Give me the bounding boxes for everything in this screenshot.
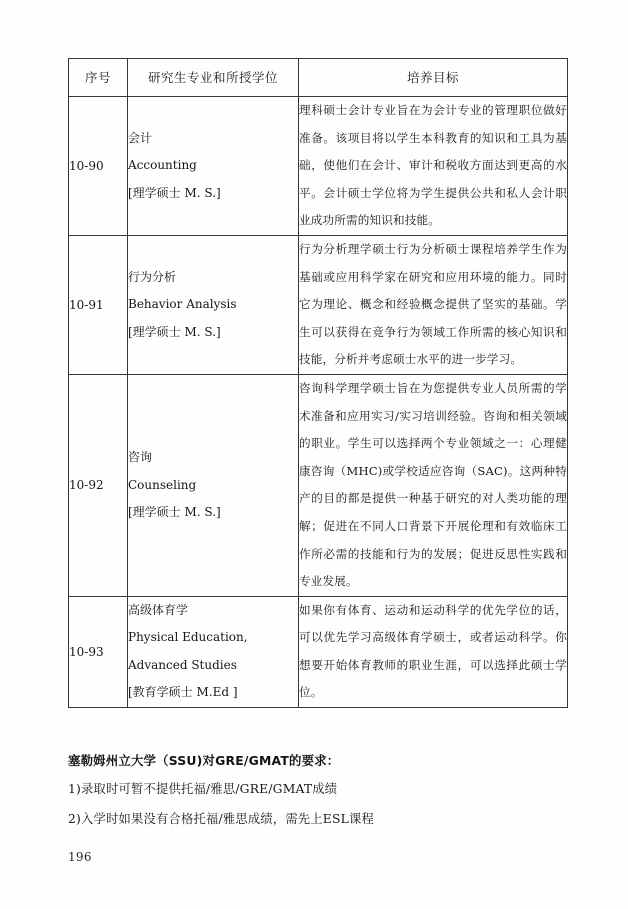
column-header-number: 序号 bbox=[69, 59, 128, 97]
program-name-en-2: Advanced Studies bbox=[128, 657, 237, 672]
table-row bbox=[69, 97, 568, 236]
program-goal-cell bbox=[299, 374, 568, 596]
program-name-en: Accounting bbox=[128, 158, 197, 173]
program-name-cn: 咨询 bbox=[128, 450, 153, 465]
table-row bbox=[69, 596, 568, 707]
program-name-cell bbox=[128, 235, 299, 374]
program-name-cell bbox=[128, 97, 299, 236]
table-row bbox=[69, 374, 568, 596]
program-name-cell bbox=[128, 596, 299, 707]
program-goal-cell bbox=[299, 97, 568, 236]
program-degree: [理学硕士 M. S.] bbox=[128, 185, 221, 200]
program-name-cn: 会计 bbox=[128, 130, 153, 145]
program-degree: [教育学硕士 M.Ed ] bbox=[128, 685, 238, 700]
page-number: 196 bbox=[68, 850, 92, 864]
program-goal-text: 如果你有体育、运动和运动科学的优先学位的话，可以优先学习高级体育学硕士，或者运动科学。你想要开始体育教师的职业生涯，可以选择此硕士学位。 bbox=[299, 602, 567, 700]
program-code: 10-91 bbox=[69, 235, 128, 374]
program-goal-text: 行为分析理学硕士行为分析硕士课程培养学生作为基础或应用科学家在研究和应用环境的能力。同时它为理论、概念和经验概念提供了坚实的基础。学生可以获得在竞争行为领域工作所需的核心知识和技能，分析并考虑硕士水平的进一步学习。 bbox=[299, 241, 567, 367]
program-goal-cell bbox=[299, 596, 568, 707]
program-name-cell bbox=[128, 374, 299, 596]
requirement-item-1: 1)录取时可暂不提供托福/雅思/GRE/GMAT成绩 bbox=[68, 782, 338, 796]
program-degree: [理学硕士 M. S.] bbox=[128, 505, 221, 520]
program-goal-text: 理科硕士会计专业旨在为会计专业的管理职位做好准备。该项目将以学生本科教育的知识和工具为基础，使他们在会计、审计和税收方面达到更高的水平。会计硕士学位将为学生提供公共和私人会计职业成功所需的知识和技能。 bbox=[299, 103, 567, 228]
program-name-cn: 行为分析 bbox=[128, 269, 177, 284]
program-code: 10-93 bbox=[69, 596, 128, 707]
program-name-en: Counseling bbox=[128, 477, 197, 492]
requirement-item-2: 2)入学时如果没有合格托福/雅思成绩，需先上ESL课程 bbox=[68, 812, 374, 826]
program-code: 10-90 bbox=[69, 97, 128, 236]
column-header-goal: 培养目标 bbox=[299, 59, 568, 97]
program-name-cn: 高级体育学 bbox=[128, 602, 189, 617]
table-header-row bbox=[69, 59, 568, 97]
table-row bbox=[69, 235, 568, 374]
requirements-title: 塞勒姆州立大学（SSU)对GRE/GMAT的要求： bbox=[68, 753, 340, 768]
program-name-en: Behavior Analysis bbox=[128, 297, 237, 312]
program-code: 10-92 bbox=[69, 374, 128, 596]
graduate-programs-table bbox=[68, 58, 568, 708]
program-name-en: Physical Education, bbox=[128, 630, 248, 645]
column-header-program: 研究生专业和所授学位 bbox=[128, 59, 299, 97]
program-goal-cell bbox=[299, 235, 568, 374]
requirements-notes bbox=[68, 748, 568, 834]
program-goal-text: 咨询科学理学硕士旨在为您提供专业人员所需的学术准备和应用实习/实习培训经验。咨询和相关领域的职业。学生可以选择两个专业领域之一：心理健康咨询（MHC)或学校适应咨询（SAC)。这两种特产的目的都是提供一种基于研究的对人类功能的理解；促进在不同人口背景下开展伦理和有效临床工作所必需的技能和行为的发展；促进反思性实践和专业发展。 bbox=[299, 380, 567, 589]
program-degree: [理学硕士 M. S.] bbox=[128, 324, 221, 339]
